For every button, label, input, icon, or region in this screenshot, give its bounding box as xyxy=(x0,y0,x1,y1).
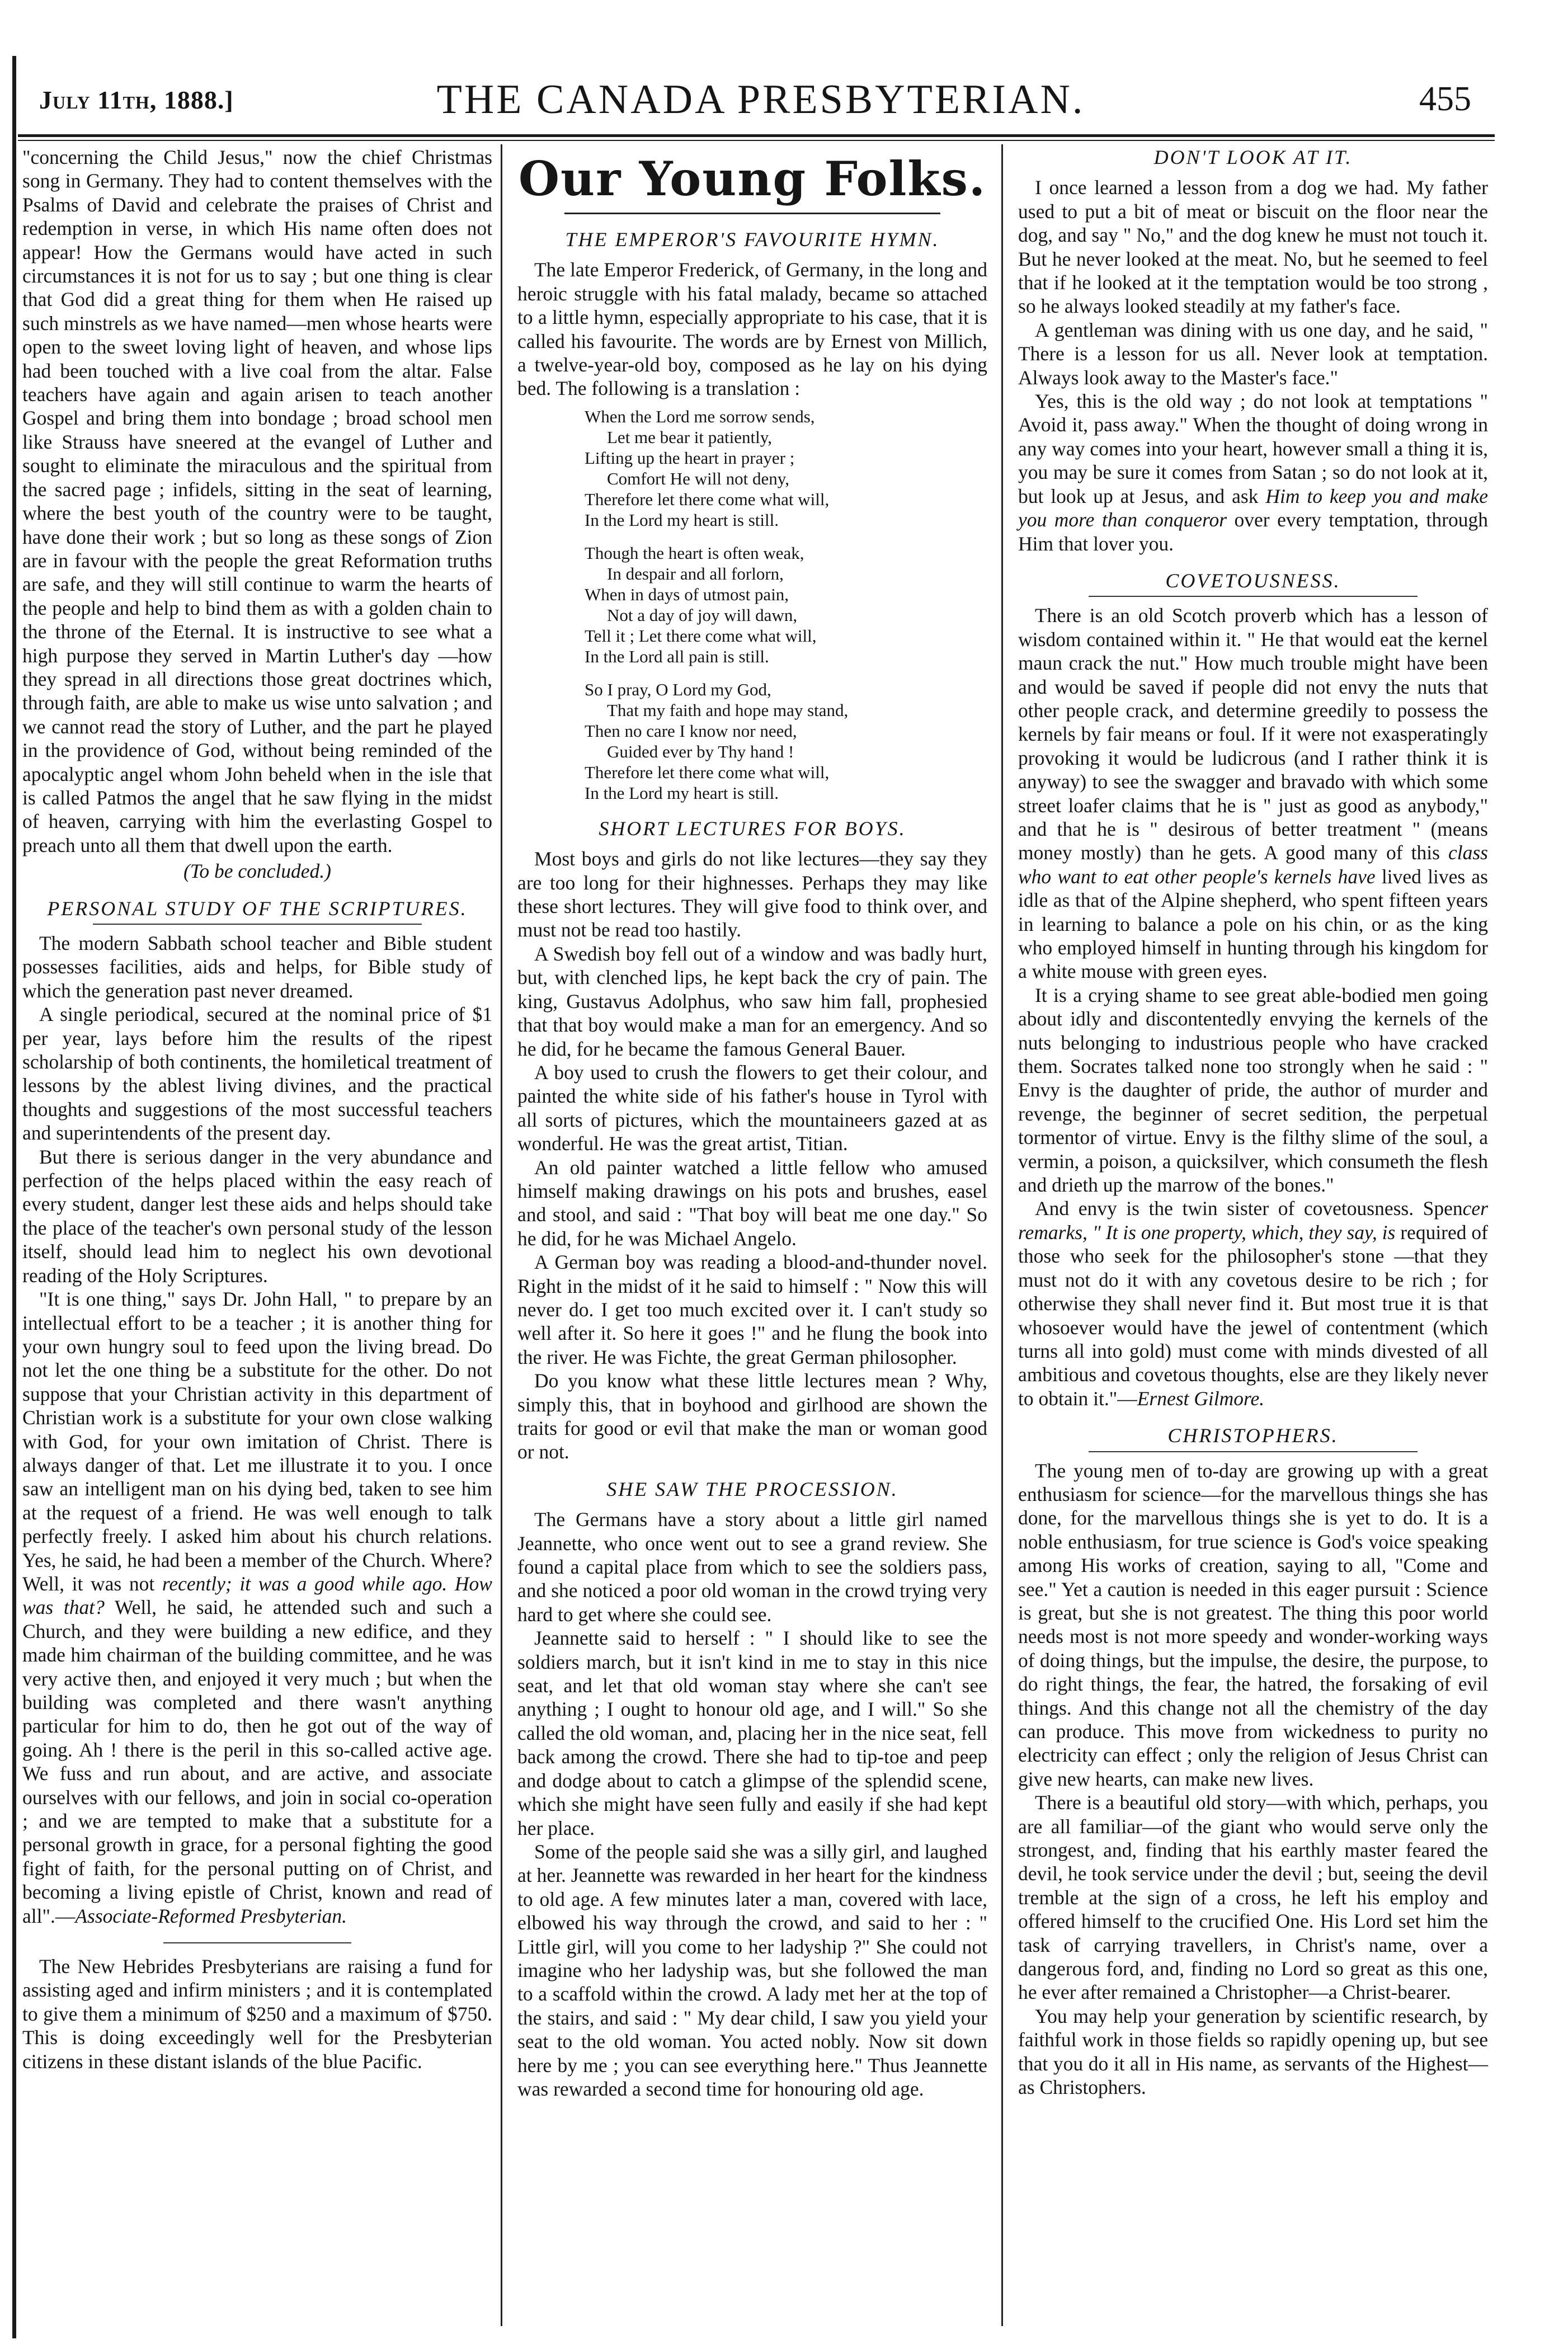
section-title-text: DON'T LOOK AT IT. xyxy=(1153,146,1353,168)
section-title-text: THE EMPEROR'S FAVOURITE HYMN. xyxy=(565,228,940,251)
section-title-christophers xyxy=(1018,1424,1488,1452)
source-attribution: Associate-Reformed Presbyterian. xyxy=(75,1904,347,1927)
paragraph xyxy=(1018,604,1488,983)
paragraph: It is a crying shame to see great able-bodied men going about idly and discontentedly envying the kernels of the nuts belonging to industrious people who have cracked them. Socrates talked none too strongly when he said : " Envy is the daughter of pride, the author of murder and revenge, the beginner of secret sedition, the perpetual tormentor of virtue. Envy is the filthy slime of the soul, a vermin, a poison, a quicksilver, which consumeth the flesh and drieth up the marrow of the bones." xyxy=(1018,983,1488,1197)
text-run: There is an old Scotch proverb which has a lesson of wisdom contained within it. " He that would eat the kernel maun crack the nut." How much trouble might have been and would be saved if people did not envy the nuts that other people crack, and determine greedily to possess the kernels by fair means or foul. If it were not exasperatingly provoking it would be ludicrous (and I rather think it is anyway) to see the swagger and bravado with which some street loafer claims that he is " just as good as anybody," and that he is " desirous of better treatment " (means money mostly) than he gets. A good many of this xyxy=(1018,604,1488,864)
paragraph: The young men of to-day are growing up with a great enthusiasm for science—for the marvellous things she has done, for the marvellous things she is yet to do. It is a noble enthusiasm, for true science is God's voice speaking among His works of creation, saying to all, "Come and see." Yet a caution is needed in this eager pursuit : Science is great, but she is not greatest. The thing this poor world needs most is not more speedy and wonder-working ways of doing things, but the impulse, the desire, the purpose, to do right things, the fear, the hatred, the forsaking of evil things. And this change not all the chemistry of the day can produce. This move from wickedness to purity no electricity can effect ; only the religion of Jesus Christ can give new hearts, can make new lives. xyxy=(1018,1459,1488,1790)
paragraph: An old painter watched a little fellow who amused himself making drawings on his pots and brushes, easel and stool, and said : "That boy will beat me one day." So he did, for he was Michael Angelo. xyxy=(517,1156,987,1250)
column-3 xyxy=(1018,145,1488,2099)
paragraph: You may help your generation by scientific research, by faithful work in those fields so rapidly opening up, but see that you do it all in His name, as servants of the Highest—as Christophers. xyxy=(1018,2004,1488,2099)
poem-line: Guided ever by Thy hand ! xyxy=(607,741,794,761)
article-continuation: "concerning the Child Jesus," now the chief Christmas song in Germany. They had to content themselves with the Psalms of David and celebrate the praises of Christ and redemption in verse, in which His name often does not appear! How the Germans would have acted in such circumstances it is not for us to say ; but one thing is clear that God did a great thing for them when He raised up such minstrels as we have named—men whose hearts were open to the sweet loving light of heaven, and whose lips had been touched with a live coal from the altar. False teachers have again and again arisen to teach another Gospel and bring them into bondage ; broad school men like Strauss have sneered at the evangel of Luther and sought to eliminate the miraculous and the spiritual from the sacred page ; infidels, sitting in the seat of learning, where the best youth of the country were to be taught, have done their work ; but so long as these songs of Zion are in favour with the people the great Reformation truths are safe, and they will still continue to warm the hearts of the people and help to bind them as with a golden chain to the throne of the Eternal. It is instructive to see what a high purpose they served in Martin Luther's day —how they spread in all directions those great doctrines which, through faith, are able to make us wise unto salvation ; and we cannot read the story of Luther, and the part he played in the providence of God, without being reminded of the apocalyptic angel whom John beheld when in the isle that is called Patmos the angel that he saw flying in the midst of heaven, carrying with him the everlasting Gospel to preach unto all them that dwell upon the earth. xyxy=(22,146,492,856)
poem-line: Comfort He will not deny, xyxy=(607,468,790,488)
masthead-rule xyxy=(564,213,940,214)
poem-line: Let me bear it patiently, xyxy=(607,427,772,447)
paragraph: A Swedish boy fell out of a window and was badly hurt, but, with clenched lips, he kept back the cry of pain. The king, Gustavus Adolphus, who saw him fall, prophesied that that boy would make a man for an emergency. And so he did, for he became the famous General Bauer. xyxy=(517,942,987,1060)
paragraph: Jeannette said to herself : " I should like to see the soldiers march, but it isn't kind in me to stay in this nice seat, and let that old woman stay where she can't see anything ; I ought to honour old age, and I will." So she called the old woman, and, placing her in the nice seat, fell back among the crowd. There she had to tip-toe and peep and dodge about to catch a glimpse of the splendid scene, which she might have seen fully and easily if she had kept her place. xyxy=(517,1627,987,1839)
poem-line: Not a day of joy will dawn, xyxy=(607,605,798,625)
section-title-text: PERSONAL STUDY OF THE SCRIPTURES. xyxy=(47,897,468,920)
text-run: over every temptation, through Him that lover you. xyxy=(1018,509,1488,555)
header-rule xyxy=(18,134,1495,137)
paragraph xyxy=(1018,1197,1488,1410)
page-edge-rule xyxy=(12,56,16,2338)
text-run: And envy is the twin sister of covetousness. Spen xyxy=(1035,1197,1463,1220)
section-title-text: CHRISTOPHERS. xyxy=(1167,1424,1339,1447)
paragraph-new-hebrides: The New Hebrides Presbyterians are raising a fund for assisting aged and infirm ministers ; and it is contemplated to give them a minimum of $250 and a maximum of $750. This is doing exceedingly well for the Presbyterian citizens in these distant islands of the blue Pacific. xyxy=(22,1955,492,2073)
paragraph-quote xyxy=(22,1287,492,1928)
section-title-text: SHE SAW THE PROCESSION. xyxy=(606,1477,898,1500)
paragraph xyxy=(1018,389,1488,556)
text-run: "It is one thing," says Dr. John Hall, " to prepare by an intellectual effort to be a teacher ; it is another thing for your own hungry soul to feed upon the living bread. Do not let the one thing be a substitute for the other. Do not suppose that your Christian activity in this department of Christian work is a substitute for your own close walking with God, for your own imitation of Christ. There is always danger of that. Let me illustrate it to you. I once saw an intelligent man on his dying bed, taken to see him at the request of a friend. He was well enough to talk perfectly freely. I asked him about his church relations. Yes, he said, he had been a member of the Church. Where? Well, it was not xyxy=(22,1288,492,1595)
page-number: 455 xyxy=(1419,80,1471,118)
paragraph: The modern Sabbath school teacher and Bible student possesses facilities, aids and helps, for Bible study of which the generation past never dreamed. xyxy=(22,932,492,1002)
poem-line: Therefore let there come what will, xyxy=(585,762,830,782)
paragraph: A boy used to crush the flowers to get their colour, and painted the white side of his father's house in Tyrol with all sorts of pictures, which the mountaineers gazed at as wonderful. He was the great artist, Titian. xyxy=(517,1061,987,1155)
header-rule-thin xyxy=(18,140,1495,141)
section-title-procession xyxy=(517,1477,987,1501)
issue-date: July 11th, 1888.] xyxy=(39,86,234,114)
text-run-italic: cer remarks, " It is one property, which, they say, is xyxy=(1018,1197,1488,1244)
poem-stanza xyxy=(585,543,987,667)
section-title-text: SHORT LECTURES FOR BOYS. xyxy=(599,817,906,840)
hymn-poem xyxy=(585,406,987,803)
poem-line: Though the heart is often weak, xyxy=(585,543,804,563)
poem-line: When the Lord me sorrow sends, xyxy=(585,406,815,426)
poem-line: That my faith and hope may stand, xyxy=(607,700,849,720)
poem-line: In the Lord all pain is still. xyxy=(585,646,769,666)
text-run-italic: Him to keep you and make you more than conqueror xyxy=(1018,484,1488,531)
paragraph: The Germans have a story about a little girl named Jeannette, who once went out to see a grand review. She found a capital place from which to see the soldiers pass, and she noticed a poor old woman in the crowd trying very hard to get where she could see. xyxy=(517,1508,987,1626)
paragraph: A gentleman was dining with us one day, and he said, " There is a lesson for us all. Never look at temptation. Always look away to the Master's face." xyxy=(1018,318,1488,389)
text-run: required of those who seek for the philosopher's stone —that they must not do it with any covetous desire to be rich ; for otherwise they shall never find it. But most true it is that whosoever would have the jewel of contentment (which turns all into gold) must come with minds divested of all ambitious and covetous thoughts, else are they likely never to obtain it."— xyxy=(1018,1221,1488,1410)
section-title-dont-look xyxy=(1018,145,1488,169)
paragraph: Do you know what these little lectures mean ? Why, simply this, that in boyhood and girlhood are shown the traits for good or evil that make the man or woman good or not. xyxy=(517,1369,987,1463)
page-header xyxy=(34,73,1488,129)
column-rule-2 xyxy=(1001,144,1003,2326)
poem-stanza xyxy=(585,406,987,530)
paragraph: But there is serious danger in the very abundance and perfection of the helps placed within the easy reach of every student, danger lest these aids and helps should take the place of the teacher's own personal study of the lesson itself, should lead him to neglect his own devotional reading of the Holy Scriptures. xyxy=(22,1145,492,1287)
poem-line: In the Lord my heart is still. xyxy=(585,783,779,803)
column-1 xyxy=(22,145,492,2073)
paragraph: There is a beautiful old story—with which, perhaps, you are all familiar—of the giant who would serve only the strongest, and, finding that his earthly master feared the devil, he took service under the devil ; but, seeing the devil tremble at the sign of a cross, he left his employ and offered himself to the crucified One. His Lord set him the task of carrying travellers, in Christ's name, over a dangerous ford, and, finding no Lord so great as this one, he ever after remained a Christopher—a Christ-bearer. xyxy=(1018,1791,1488,2004)
text-run-italic: class who want to eat other people's kernels have xyxy=(1018,841,1488,888)
paragraph: Some of the people said she was a silly girl, and laughed at her. Jeannette was rewarded in her heart for the kindness to old age. A few minutes later a man, covered with lace, elbowed his way through the crowd, and said to her : " Little girl, will you come to her ladyship ?" She could not imagine who her ladyship was, but she followed the man to a scaffold within the crowd. A lady met her at the top of the stairs, and said : " My dear child, I saw you yield your seat to the old woman. You acted nobly. Now sit down here by me ; you can see everything here." Thus Jeannette was rewarded a second time for honouring old age. xyxy=(517,1840,987,2100)
paragraph: Most boys and girls do not like lectures—they say they are too long for their highnesses. Perhaps they may like these short lectures. They will give food to think over, and must not be read too hastily. xyxy=(517,848,987,942)
section-title-emperor-hymn xyxy=(517,228,987,251)
poem-line: When in days of utmost pain, xyxy=(585,584,789,604)
paragraph: A German boy was reading a blood-and-thunder novel. Right in the midst of it he said to himself : " Now this will never do. I get too much excited over it. I can't study so well after it. So here it goes !" and he flung the book into the river. He was Fichte, the great German philosopher. xyxy=(517,1251,987,1368)
newspaper-title: THE CANADA PRESBYTERIAN. xyxy=(436,77,1085,123)
poem-line: Then no care I know nor need, xyxy=(585,721,797,741)
section-title-personal-study xyxy=(22,897,492,925)
paragraph: I once learned a lesson from a dog we had. My father used to put a bit of meat or biscuit on the floor near the dog, and say " No," and the dog knew he must not touch it. But he never looked at the meat. No, but he seemed to feel that if he looked at it the temptation would be too strong , so he always looked steadily at my father's face. xyxy=(1018,176,1488,318)
text-run-italic: recently; it was a good while ago. How was that? xyxy=(22,1572,492,1619)
poem-line: So I pray, O Lord my God, xyxy=(585,679,771,699)
section-masthead: Our Young Folks. xyxy=(518,151,987,206)
section-title-covetousness xyxy=(1018,569,1488,597)
paragraph: A single periodical, secured at the nominal price of $1 per year, lays before him the results of the ripest scholarship of both continents, the homiletical treatment of lessons by the ablest living divines, and the practical thoughts and suggestions of the most successful teachers and superintendents of the present day. xyxy=(22,1003,492,1145)
to-be-concluded: (To be concluded.) xyxy=(183,860,331,883)
text-run: Well, he said, he attended such and such a Church, and they were building a new edifice, and they made him chairman of the building committee, and he was very active then, and enjoyed it very much ; but when the building was completed and there wasn't anything particular for him to do, then he got out of the way of going. Ah ! there is the peril in this so-called active age. We fuss and run about, and are active, and associate ourselves with our fellows, and join in social co-operation ; and we are tempted to make that a substitute for a personal growth in grace, for a personal fighting the good fight of faith, for the personal putting on of Christ, and becoming a living epistle of Christ, known and read of all".— xyxy=(22,1596,492,1927)
text-run: lived lives as idle as that of the Alpine shepherd, who spent fifteen years in learning to balance a pole on his chin, or as the king who employed himself in hunting through his kingdom for a white mouse with green eyes. xyxy=(1018,865,1489,983)
author-signature: Ernest Gilmore. xyxy=(1137,1387,1265,1410)
section-title-text: COVETOUSNESS. xyxy=(1165,569,1341,592)
text-run: Yes, this is the old way ; do not look at temptations " Avoid it, pass away." When the thought of doing wrong in any way comes into your heart, however small a thing it is, you may be sure it comes from Satan ; so do not look at it, but look up at Jesus, and ask xyxy=(1018,390,1488,507)
poem-line: Tell it ; Let there come what will, xyxy=(585,625,817,646)
section-title-short-lectures xyxy=(517,817,987,840)
column-rule-1 xyxy=(501,144,502,2326)
poem-line: Therefore let there come what will, xyxy=(585,489,830,509)
poem-line: In despair and all forlorn, xyxy=(607,563,784,583)
poem-line: In the Lord my heart is still. xyxy=(585,510,779,530)
column-2 xyxy=(517,145,987,2101)
paragraph: The late Emperor Frederick, of Germany, in the long and heroic struggle with his fatal malady, became so attached to a little hymn, especially appropriate to his case, that it is called his favourite. The words are by Ernest von Millich, a twelve-year-old boy, composed as he lay on his dying bed. The following is a translation : xyxy=(517,258,987,400)
divider xyxy=(163,1942,351,1943)
poem-stanza xyxy=(585,679,987,803)
poem-line: Lifting up the heart in prayer ; xyxy=(585,448,795,468)
